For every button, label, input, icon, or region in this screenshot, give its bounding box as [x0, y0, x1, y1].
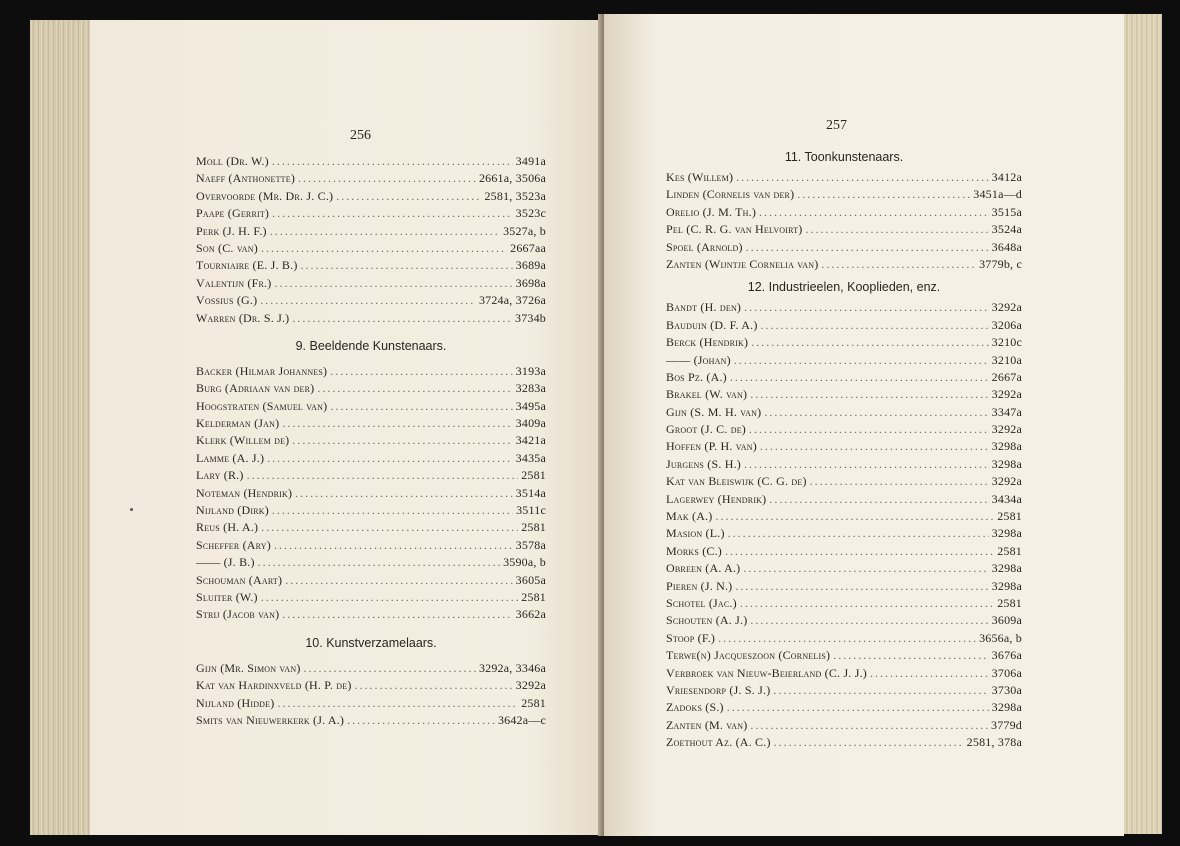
- index-column: [196, 154, 546, 730]
- entry-name: Scheffer (Ary): [196, 537, 271, 552]
- entry-name: Terwe(n) Jacqueszoon (Cornelis): [666, 648, 831, 663]
- index-entry: [196, 154, 546, 171]
- entry-name: Nijland (Hidde): [196, 695, 275, 710]
- right-page: [604, 14, 1124, 836]
- entry-reference: 3292a: [515, 678, 546, 693]
- index-entry: [196, 293, 546, 310]
- entry-reference: 3523c: [515, 206, 546, 221]
- index-entry: [666, 335, 1022, 352]
- index-entry: [666, 353, 1022, 370]
- entry-name: Kelderman (Jan): [196, 416, 280, 431]
- entry-reference: 3292a, 3346a: [478, 660, 546, 675]
- leader-dots: [282, 607, 512, 622]
- entry-reference: 3779d: [991, 717, 1022, 732]
- leader-dots: [267, 451, 513, 466]
- index-entry: [196, 468, 546, 485]
- page-number: 256: [350, 128, 371, 143]
- entry-name: Vossius (G.): [196, 293, 258, 308]
- entry-name: —— (J. B.): [196, 555, 255, 570]
- leader-dots: [759, 205, 989, 220]
- entry-name: Smits van Nieuwerkerk (J. A.): [196, 712, 345, 727]
- entry-name: Obreen (A. A.): [666, 561, 741, 576]
- index-entry: [666, 318, 1022, 335]
- entry-name: Perk (J. H. F.): [196, 223, 267, 238]
- index-entry: [196, 503, 546, 520]
- entry-name: Vriesendorp (J. S. J.): [666, 682, 771, 697]
- entry-reference: 2581: [521, 589, 546, 604]
- entry-name: Naeff (Anthonette): [196, 171, 296, 186]
- leader-dots: [833, 648, 988, 663]
- leader-dots: [773, 683, 988, 698]
- entry-reference: 3283a: [515, 381, 546, 396]
- entry-name: Groot (J. C. de): [666, 422, 746, 437]
- entries-section-11: [666, 170, 1022, 274]
- leader-dots: [301, 258, 513, 273]
- entry-name: Lagerwey (Hendrik): [666, 491, 767, 506]
- leader-dots: [797, 187, 970, 202]
- entry-name: Sluiter (W.): [196, 589, 258, 604]
- entry-name: Zanten (Wijntje Cornelia van): [666, 256, 819, 271]
- entry-name: Bandt (H. den): [666, 300, 742, 315]
- index-entry: [196, 206, 546, 223]
- entry-reference: 2581: [997, 543, 1022, 558]
- entry-reference: 3590a, b: [503, 555, 546, 570]
- entry-reference: 3662a: [515, 607, 546, 622]
- entry-name: Orelio (J. M. Th.): [666, 204, 757, 219]
- index-entry: [666, 474, 1022, 491]
- entry-reference: 3724a, 3726a: [478, 293, 546, 308]
- leader-dots: [336, 189, 481, 204]
- entry-name: Reus (H. A.): [196, 520, 259, 535]
- entry-reference: 3412a: [991, 170, 1022, 184]
- index-entry: [666, 700, 1022, 717]
- ink-speck: [130, 508, 133, 511]
- leader-dots: [260, 293, 476, 308]
- leader-dots: [261, 241, 507, 256]
- leader-dots: [261, 520, 518, 535]
- leader-dots: [261, 590, 518, 605]
- entry-name: Paape (Gerrit): [196, 206, 270, 221]
- leader-dots: [347, 713, 495, 728]
- entry-reference: 3421a: [515, 433, 546, 448]
- entry-reference: 3193a: [515, 363, 546, 378]
- entry-reference: 3298a: [991, 439, 1022, 454]
- index-entry: [196, 171, 546, 188]
- leader-dots: [750, 613, 988, 628]
- leader-dots: [750, 387, 988, 402]
- book-page-edges-right: [1120, 14, 1162, 834]
- leader-dots: [774, 735, 964, 750]
- entry-name: Bos Pz. (A.): [666, 369, 727, 384]
- entry-reference: 3676a: [991, 648, 1022, 663]
- index-entry: [196, 224, 546, 241]
- entry-name: Overvoorde (Mr. Dr. J. C.): [196, 188, 334, 203]
- leader-dots: [761, 318, 989, 333]
- leader-dots: [727, 700, 989, 715]
- leader-dots: [277, 696, 518, 711]
- index-entry: [666, 492, 1022, 509]
- leader-dots: [821, 257, 976, 272]
- entry-name: Schouman (Aart): [196, 572, 283, 587]
- index-entry: [666, 509, 1022, 526]
- entry-reference: 2581, 378a: [966, 735, 1022, 750]
- index-entry: [666, 666, 1022, 683]
- index-entry: [666, 222, 1022, 239]
- entry-name: Schouten (A. J.): [666, 613, 748, 628]
- index-entry: [666, 526, 1022, 543]
- entries-section-12: [666, 300, 1022, 752]
- book-page-edges-left: [30, 20, 92, 835]
- left-page: [90, 20, 602, 835]
- entry-name: Gijn (S. M. H. van): [666, 404, 762, 419]
- index-entry: [196, 276, 546, 293]
- entry-reference: 3648a: [991, 239, 1022, 254]
- leader-dots: [272, 154, 513, 169]
- entry-name: Tourniaire (E. J. B.): [196, 258, 298, 273]
- entry-reference: 3292a: [991, 387, 1022, 402]
- leader-dots: [743, 561, 988, 576]
- index-entry: [196, 416, 546, 433]
- entry-name: Zanten (M. van): [666, 717, 748, 732]
- leader-dots: [730, 370, 989, 385]
- leader-dots: [744, 457, 989, 472]
- entry-reference: 2581: [521, 695, 546, 710]
- index-column: [666, 144, 1022, 753]
- leader-dots: [760, 439, 989, 454]
- index-entry: [666, 240, 1022, 257]
- entry-name: Zadoks (S.): [666, 700, 724, 715]
- index-entry: [666, 631, 1022, 648]
- index-entry: [196, 678, 546, 695]
- entry-name: Spoel (Arnold): [666, 239, 743, 254]
- index-entry: [666, 596, 1022, 613]
- leader-dots: [274, 276, 512, 291]
- index-entry: [196, 538, 546, 555]
- index-entry: [666, 613, 1022, 630]
- entry-reference: 3642a—c: [497, 712, 546, 727]
- entry-reference: 3298a: [991, 578, 1022, 593]
- entry-reference: 3298a: [991, 456, 1022, 471]
- leader-dots: [304, 661, 476, 676]
- entry-name: Stoop (F.): [666, 630, 716, 645]
- leader-dots: [330, 364, 512, 379]
- entry-reference: 3527a, b: [503, 223, 546, 238]
- entry-name: Valentijn (Fr.): [196, 275, 272, 290]
- index-entry: [196, 607, 546, 624]
- entry-name: Nijland (Dirk): [196, 503, 269, 518]
- entry-reference: 3210c: [991, 335, 1022, 350]
- index-entry: [196, 590, 546, 607]
- index-entry: [196, 189, 546, 206]
- leader-dots: [715, 509, 994, 524]
- leader-dots: [870, 666, 989, 681]
- section-heading-11: 11. Toonkunstenaars.: [784, 150, 904, 164]
- index-entry: [196, 486, 546, 503]
- index-entry: [666, 439, 1022, 456]
- entry-reference: 2581: [521, 468, 546, 483]
- index-entry: [196, 573, 546, 590]
- index-entry: [196, 555, 546, 572]
- index-entry: [196, 451, 546, 468]
- index-entry: [666, 683, 1022, 700]
- index-entry: [196, 696, 546, 713]
- entry-name: Mak (A.): [666, 509, 713, 524]
- leader-dots: [330, 399, 512, 414]
- leader-dots: [810, 474, 989, 489]
- index-entry: [196, 520, 546, 537]
- entry-name: Verbroek van Nieuw-Beierland (C. J. J.): [666, 665, 867, 680]
- entry-reference: 3292a: [991, 422, 1022, 437]
- leader-dots: [282, 416, 512, 431]
- index-entry: [666, 457, 1022, 474]
- index-entry: [666, 187, 1022, 204]
- entry-reference: 3689a: [515, 258, 546, 273]
- leader-dots: [746, 240, 989, 255]
- entry-reference: 3409a: [515, 416, 546, 431]
- leader-dots: [274, 538, 513, 553]
- entry-reference: 3347a: [991, 404, 1022, 419]
- index-entry: [196, 713, 546, 730]
- entry-reference: 3656a, b: [979, 630, 1022, 645]
- section-heading-10: 10. Kunstverzamelaars.: [305, 635, 437, 650]
- entry-reference: 3210a: [991, 352, 1022, 367]
- entry-reference: 3495a: [515, 398, 546, 413]
- entry-name: Noteman (Hendrik): [196, 485, 293, 500]
- entry-reference: 3706a: [991, 665, 1022, 680]
- index-entry: [666, 205, 1022, 222]
- leader-dots: [272, 503, 513, 518]
- leader-dots: [769, 492, 988, 507]
- entry-name: Kat van Hardinxveld (H. P. de): [196, 678, 352, 693]
- entry-reference: 3578a: [515, 537, 546, 552]
- entry-reference: 3514a: [515, 485, 546, 500]
- entry-reference: 3435a: [515, 450, 546, 465]
- entry-reference: 3779b, c: [979, 256, 1022, 271]
- entry-name: Warren (Dr. S. J.): [196, 310, 290, 325]
- entry-name: Morks (C.): [666, 543, 723, 558]
- entry-name: Bauduin (D. F. A.): [666, 317, 758, 332]
- entry-reference: 3451a—d: [973, 187, 1022, 202]
- entry-reference: 3730a: [991, 682, 1022, 697]
- leader-dots: [292, 311, 512, 326]
- entry-reference: 2581: [997, 595, 1022, 610]
- entry-name: Lary (R.): [196, 468, 244, 483]
- entry-reference: 2581: [997, 509, 1022, 524]
- leader-dots: [355, 678, 513, 693]
- index-entry: [666, 387, 1022, 404]
- entry-name: Kat van Bleiswijk (C. G. de): [666, 474, 807, 489]
- entry-reference: 3292a: [991, 300, 1022, 315]
- leader-dots: [718, 631, 976, 646]
- leader-dots: [285, 573, 512, 588]
- entry-name: Hoogstraten (Samuel van): [196, 398, 328, 413]
- index-entry: [666, 300, 1022, 317]
- entry-reference: 3734b: [515, 310, 546, 325]
- index-entry: [196, 241, 546, 258]
- entry-name: Jurgens (S. H.): [666, 456, 742, 471]
- entry-name: Masion (L.): [666, 526, 725, 541]
- leader-dots: [750, 718, 988, 733]
- leader-dots: [258, 555, 500, 570]
- entry-reference: 3698a: [515, 275, 546, 290]
- entry-name: Burg (Adriaan van der): [196, 381, 315, 396]
- leader-dots: [749, 422, 989, 437]
- entry-name: Moll (Dr. W.): [196, 154, 269, 168]
- leader-dots: [725, 544, 994, 559]
- leader-dots: [751, 335, 988, 350]
- entry-name: Backer (Hilmar Johannes): [196, 363, 328, 378]
- index-entry: [666, 422, 1022, 439]
- entry-reference: 2667aa: [510, 240, 546, 255]
- index-entry: [196, 311, 546, 328]
- index-entry: [196, 258, 546, 275]
- entry-reference: 3298a: [991, 526, 1022, 541]
- index-entry: [196, 661, 546, 678]
- index-entry: [666, 561, 1022, 578]
- index-entry: [666, 370, 1022, 387]
- leader-dots: [734, 353, 989, 368]
- entry-reference: 3511c: [516, 503, 546, 518]
- leader-dots: [764, 405, 988, 420]
- index-entry: [196, 433, 546, 450]
- leader-dots: [272, 206, 513, 221]
- index-entry: [666, 579, 1022, 596]
- index-entry: [666, 257, 1022, 274]
- index-entry: [666, 544, 1022, 561]
- entry-reference: 3298a: [991, 700, 1022, 715]
- index-entry: [196, 364, 546, 381]
- entry-name: Strij (Jacob van): [196, 607, 280, 622]
- page-number: 257: [826, 118, 847, 133]
- index-entry: [666, 170, 1022, 187]
- entry-reference: 3434a: [991, 491, 1022, 506]
- entry-reference: 3298a: [991, 561, 1022, 576]
- entry-reference: 3605a: [515, 572, 546, 587]
- leader-dots: [740, 596, 994, 611]
- entry-reference: 2661a, 3506a: [478, 171, 546, 186]
- index-entry: [666, 718, 1022, 735]
- leader-dots: [728, 526, 989, 541]
- leader-dots: [292, 433, 512, 448]
- entry-name: Gijn (Mr. Simon van): [196, 660, 301, 675]
- entry-name: Schotel (Jac.): [666, 595, 737, 610]
- index-entry: [196, 399, 546, 416]
- entries-section-9: [196, 364, 546, 625]
- entry-name: Son (C. van): [196, 240, 258, 255]
- entry-name: Kes (Willem): [666, 170, 734, 184]
- leader-dots: [736, 170, 989, 185]
- entry-reference: 2581: [521, 520, 546, 535]
- leader-dots: [270, 224, 500, 239]
- entry-name: Hoffen (P. H. van): [666, 439, 757, 454]
- entry-reference: 2581, 3523a: [484, 188, 546, 203]
- index-entry: [196, 381, 546, 398]
- entry-reference: 3515a: [991, 204, 1022, 219]
- entry-name: Linden (Cornelis van der): [666, 187, 795, 202]
- entry-reference: 3609a: [991, 613, 1022, 628]
- entry-name: Brakel (W. van): [666, 387, 748, 402]
- entry-name: —— (Johan): [666, 352, 731, 367]
- entry-reference: 3292a: [991, 474, 1022, 489]
- index-entry: [666, 735, 1022, 752]
- leader-dots: [295, 486, 513, 501]
- entry-name: Pel (C. R. G. van Helvoirt): [666, 222, 803, 237]
- entry-reference: 3491a: [515, 154, 546, 168]
- leader-dots: [805, 222, 988, 237]
- leader-dots: [735, 579, 988, 594]
- leader-dots: [317, 381, 512, 396]
- leader-dots: [298, 171, 476, 186]
- index-entry: [666, 648, 1022, 665]
- entry-name: Zoethout Az. (A. C.): [666, 735, 771, 750]
- entry-name: Pieren (J. N.): [666, 578, 733, 593]
- entry-name: Lamme (A. J.): [196, 450, 265, 465]
- section-heading-9: 9. Beeldende Kunstenaars.: [295, 338, 447, 353]
- entry-name: Berck (Hendrik): [666, 335, 749, 350]
- entry-reference: 2667a: [991, 369, 1022, 384]
- entry-name: Klerk (Willem de): [196, 433, 290, 448]
- entry-reference: 3524a: [991, 222, 1022, 237]
- leader-dots: [247, 468, 519, 483]
- index-entry: [666, 405, 1022, 422]
- leader-dots: [744, 300, 989, 315]
- section-heading-12: 12. Industrieelen, Kooplieden, enz.: [747, 280, 941, 295]
- entries-section-10: [196, 661, 546, 731]
- entries-top: [196, 154, 546, 328]
- entry-reference: 3206a: [991, 317, 1022, 332]
